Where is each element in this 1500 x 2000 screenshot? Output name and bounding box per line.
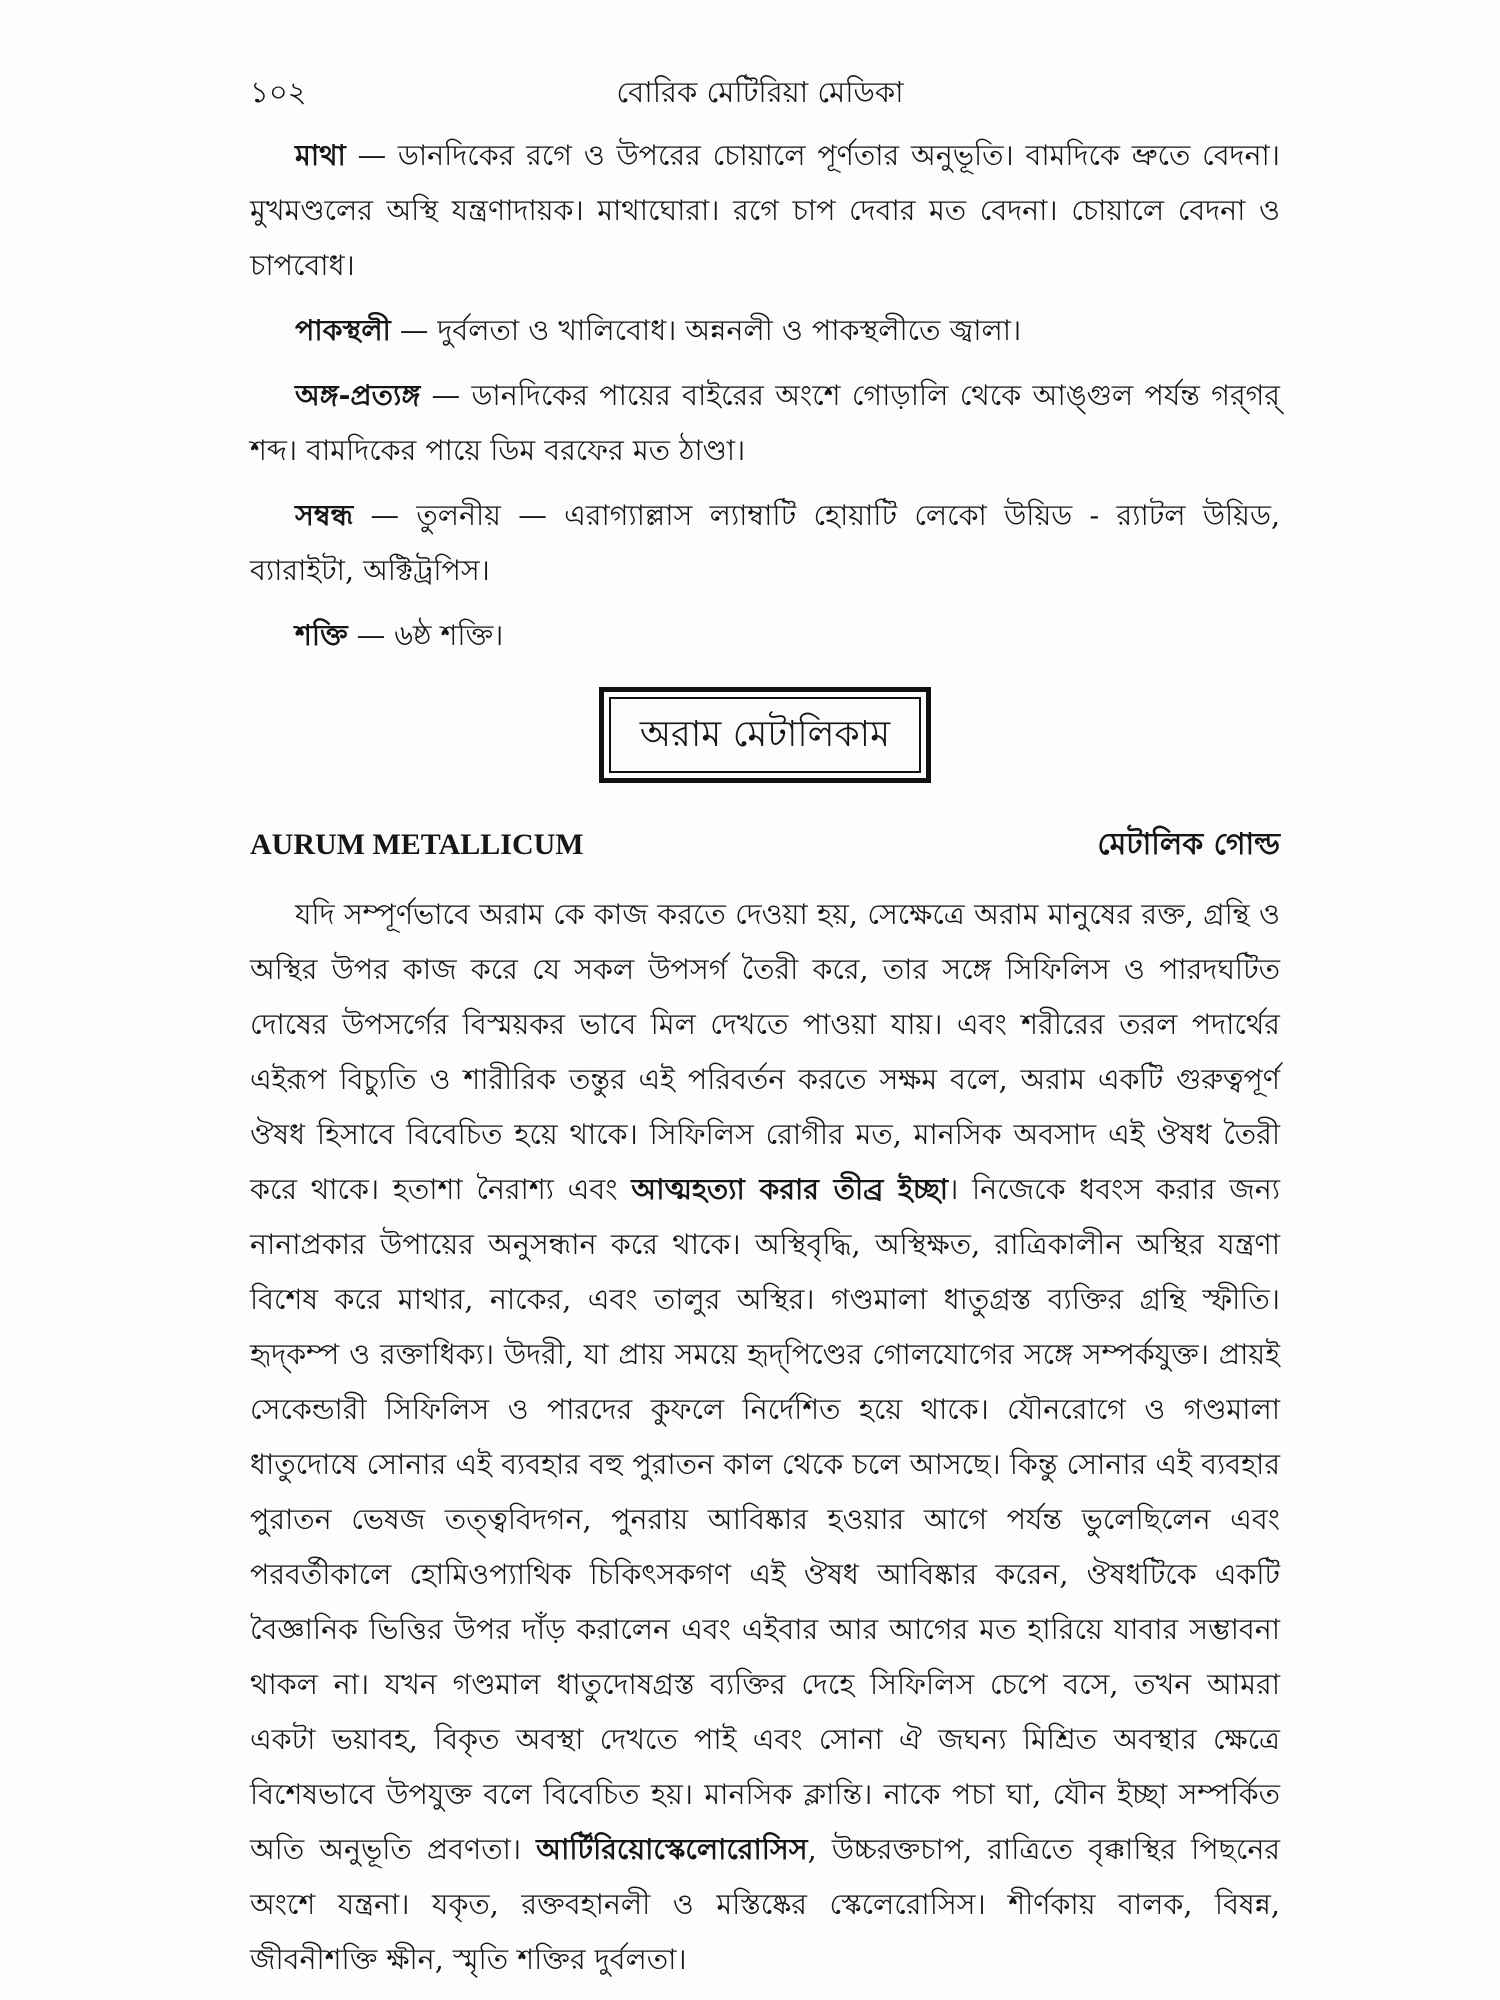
remedy-emphasis: আর্টিরিয়োস্কেলোরোসিস <box>536 1832 808 1866</box>
page-body <box>250 128 1280 1987</box>
running-title: বোরিক মেটিরিয়া মেডিকা <box>616 75 904 109</box>
remedy-boxed-title: অরাম মেটালিকাম <box>609 697 921 773</box>
remedy-name-row <box>250 817 1280 879</box>
remedy-title-box <box>250 687 1280 805</box>
remedy-description <box>250 887 1280 1987</box>
section-potency <box>250 608 1280 663</box>
section-text: — ডানদিকের রগে ও উপরের চোয়ালে পূর্ণতার অনুভূতি। বামদিকে ভ্রুতে বেদনা। মুখমণ্ডলের অস্থি যন্ত্রণাদায়ক। মাথাঘোরা। রগে চাপ দেবার মত বেদনা। চোয়ালে বেদনা ও চাপবোধ। <box>250 139 1280 282</box>
section-stomach <box>250 303 1280 358</box>
remedy-latin-name: AURUM METALLICUM <box>250 828 584 861</box>
remedy-emphasis: আত্মহত্যা করার তীব্র ইচ্ছা <box>631 1172 949 1206</box>
section-label: অঙ্গ-প্রত্যঙ্গ <box>295 378 421 412</box>
remedy-title-frame <box>599 687 931 783</box>
section-label: পাকস্থলী <box>295 313 391 347</box>
remedy-common-name: মেটালিক গোল্ড <box>1097 827 1280 862</box>
section-relations <box>250 488 1280 598</box>
section-head <box>250 128 1280 293</box>
section-label: সম্বন্ধ <box>295 498 354 532</box>
section-text: — ডানদিকের পায়ের বাইরের অংশে গোড়ালি থেকে আঙ্গুল পর্যন্ত গর্‌গর্ শব্দ। বামদিকের পায়ে ডিম বরফের মত ঠাণ্ডা। <box>250 379 1280 467</box>
page-number: ১০২ <box>250 75 307 109</box>
remedy-text: যদি সম্পূর্ণভাবে অরাম কে কাজ করতে দেওয়া হয়, সেক্ষেত্রে অরাম মানুষের রক্ত, গ্রন্থি ও অস্থির উপর কাজ করে যে সকল উপসর্গ তৈরী করে, তার সঙ্গে সিফিলিস ও পারদঘটিত দোষের উপসর্গের বিস্ময়কর ভাবে মিল দেখতে পাওয়া যায়। এবং শরীরের তরল পদার্থের এইরূপ বিচ্যুতি ও শারীরিক তন্তুর এই পরিবর্তন করতে সক্ষম বলে, অরাম একটি গুরুত্বপূর্ণ ঔষধ হিসাবে বিবেচিত হয়ে থাকে। সিফিলিস রোগীর মত, মানসিক অবসাদ এই ঔষধ তৈরী করে থাকে। হতাশা নৈরাশ্য এবং <box>250 898 1280 1206</box>
section-label: মাথা <box>295 138 346 172</box>
section-text: — ৬ষ্ঠ শক্তি। <box>347 619 504 652</box>
section-text: — তুলনীয় — এরাগ্যাল্লাস ল্যাম্বাটি হোয়াটি লেকো উয়িড - র‍্যাটল উয়িড, ব্যারাইটা, অক্টিট্রপিস। <box>250 499 1280 587</box>
section-text: — দুর্বলতা ও খালিবোধ। অন্ননলী ও পাকস্থলীতে জ্বালা। <box>390 314 1022 347</box>
section-extremities <box>250 368 1280 478</box>
remedy-text: । নিজেকে ধবংস করার জন্য নানাপ্রকার উপায়ের অনুসন্ধান করে থাকে। অস্থিবৃদ্ধি, অস্থিক্ষত, রাত্রিকালীন অস্থির যন্ত্রণা বিশেষ করে মাথার, নাকের, এবং তালুর অস্থির। গণ্ডমালা ধাতুগ্রস্ত ব্যক্তির গ্রন্থি স্ফীতি। হৃদ্‌কম্প ও রক্তাধিক্য। উদরী, যা প্রায় সময়ে হৃদ্‌পিণ্ডের গোলযোগের সঙ্গে সম্পর্কযুক্ত। প্রায়ই সেকেন্ডারী সিফিলিস ও পারদের কুফলে নির্দেশিত হয়ে থাকে। যৌনরোগে ও গণ্ডমালা ধাতুদোষে সোনার এই ব্যবহার বহু পুরাতন কাল থেকে চলে আসছে। কিন্তু সোনার এই ব্যবহার পুরাতন ভেষজ তত্ত্ববিদগন, পুনরায় আবিষ্কার হওয়ার আগে পর্যন্ত ভুলেছিলেন এবং পরবর্তীকালে হোমিওপ্যাথিক চিকিৎসকগণ এই ঔষধ আবিষ্কার করেন, ঔষধটিকে একটি বৈজ্ঞানিক ভিত্তির উপর দাঁড় করালেন এবং এইবার আর আগের মত হারিয়ে যাবার সম্ভাবনা থাকল না। যখন গণ্ডমাল ধাতুদোষগ্রস্ত ব্যক্তির দেহে সিফিলিস চেপে বসে, তখন আমরা একটা ভয়াবহ, বিকৃত অবস্থা দেখতে পাই এবং সোনা ঐ জঘন্য মিশ্রিত অবস্থার ক্ষেত্রে বিশেষভাবে উপযুক্ত বলে বিবেচিত হয়। মানসিক ক্লান্তি। নাকে পচা ঘা, যৌন ইচ্ছা সম্পর্কিত অতি অনুভূতি প্রবণতা। <box>250 1173 1280 1866</box>
remedy-text: , উচ্চরক্তচাপ, রাত্রিতে বৃক্কাস্থির পিছনের অংশে যন্ত্রনা। যকৃত, রক্তবহানলী ও মস্তিষ্কের স্কেলেরোসিস। শীর্ণকায় বালক, বিষন্ন, জীবনীশক্তি ক্ষীন, স্মৃতি শক্তির দুর্বলতা। <box>250 1833 1281 1976</box>
section-label: শক্তি <box>295 618 348 652</box>
page-header <box>250 70 1270 114</box>
